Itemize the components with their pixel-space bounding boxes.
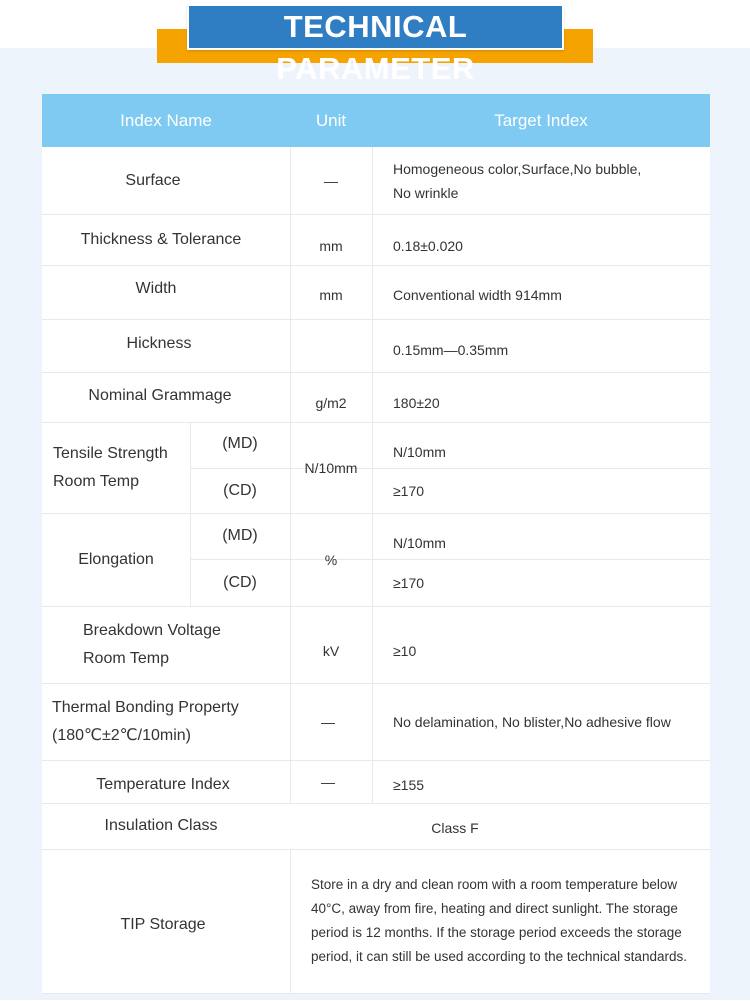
row-insulation-name: Insulation Class [104, 817, 218, 834]
row-elongation-cd-value: ≥170 [393, 574, 425, 591]
row-tensile-md-value: N/10mm [393, 444, 446, 460]
row-thickness-unit: mm [319, 237, 343, 254]
row-width-unit: mm [319, 287, 343, 303]
column-divider [290, 849, 291, 993]
row-grammage-name: Nominal Grammage [88, 387, 232, 404]
row-elongation-name: Elongation [78, 550, 154, 568]
row-storage-value-line4: period, it can still be used according to the technical standards. [311, 949, 687, 964]
row-thickness-value: 0.18±0.020 [393, 237, 463, 254]
row-breakdown-name-line1: Breakdown Voltage [83, 621, 221, 639]
row-temperature-unit: — [321, 773, 335, 790]
row-storage-value-line3: period is 12 months. If the storage period exceeds the storage [311, 925, 682, 940]
row-breakdown-value: ≥10 [393, 642, 417, 659]
row-hickness-value: 0.15mm—0.35mm [393, 342, 509, 358]
row-grammage-unit: g/m2 [315, 395, 347, 411]
row-tensile-cd-value: ≥170 [393, 482, 425, 499]
row-thermal-name [52, 683, 288, 760]
row-thermal-value: No delamination, No blister,No adhesive flow [393, 713, 671, 730]
header-target-index: Target Index [372, 94, 710, 147]
row-hickness-name: Hickness [126, 335, 192, 352]
row-elongation-md: (MD) [222, 527, 258, 544]
row-breakdown-name [83, 606, 283, 683]
row-breakdown-name-line2: Room Temp [83, 649, 169, 667]
row-tensile-cd: (CD) [223, 481, 257, 499]
column-divider [372, 147, 373, 803]
row-surface-value [393, 147, 703, 214]
row-elongation-md-value: N/10mm [393, 535, 446, 551]
row-storage-value-line1: Store in a dry and clean room with a room temperature below [311, 877, 678, 892]
row-thickness-name: Thickness & Tolerance [80, 230, 242, 248]
row-insulation-value: Class F [431, 820, 479, 836]
row-temperature-name: Temperature Index [96, 775, 230, 793]
row-temperature-value: ≥155 [393, 776, 425, 793]
row-thermal-name-line1: Thermal Bonding Property [52, 698, 239, 716]
row-storage-value-line2: 40°C, away from fire, heating and direct sunlight. The storage [311, 901, 678, 916]
header-index-name: Index Name [42, 94, 290, 147]
row-tensile-md: (MD) [222, 435, 258, 452]
row-grammage-value: 180±20 [393, 395, 440, 411]
row-surface-unit: — [324, 172, 338, 189]
row-tensile-name-line2: Room Temp [53, 472, 139, 490]
row-tensile-name-line1: Tensile Strength [53, 444, 168, 462]
row-elongation-unit: % [324, 551, 338, 568]
row-elongation-cd: (CD) [223, 573, 257, 591]
header-unit: Unit [290, 94, 372, 147]
row-surface-value-line2: No wrinkle [393, 184, 459, 201]
row-thermal-unit: — [321, 713, 335, 730]
row-width-value: Conventional width 914mm [393, 287, 562, 303]
row-breakdown-unit: kV [322, 642, 340, 659]
banner-title: TECHNICAL PARAMETER [187, 4, 564, 50]
row-thermal-name-line2: (180℃±2℃/10min) [52, 726, 191, 744]
row-width-name: Width [135, 280, 177, 297]
parameter-table [42, 94, 710, 994]
row-surface-name: Surface [125, 171, 181, 189]
row-storage-value [311, 849, 707, 993]
row-storage-name: TIP Storage [120, 916, 206, 933]
row-surface-value-line1: Homogeneous color,Surface,No bubble, [393, 160, 642, 177]
row-tensile-unit: N/10mm [304, 459, 358, 476]
row-tensile-name [53, 422, 190, 513]
